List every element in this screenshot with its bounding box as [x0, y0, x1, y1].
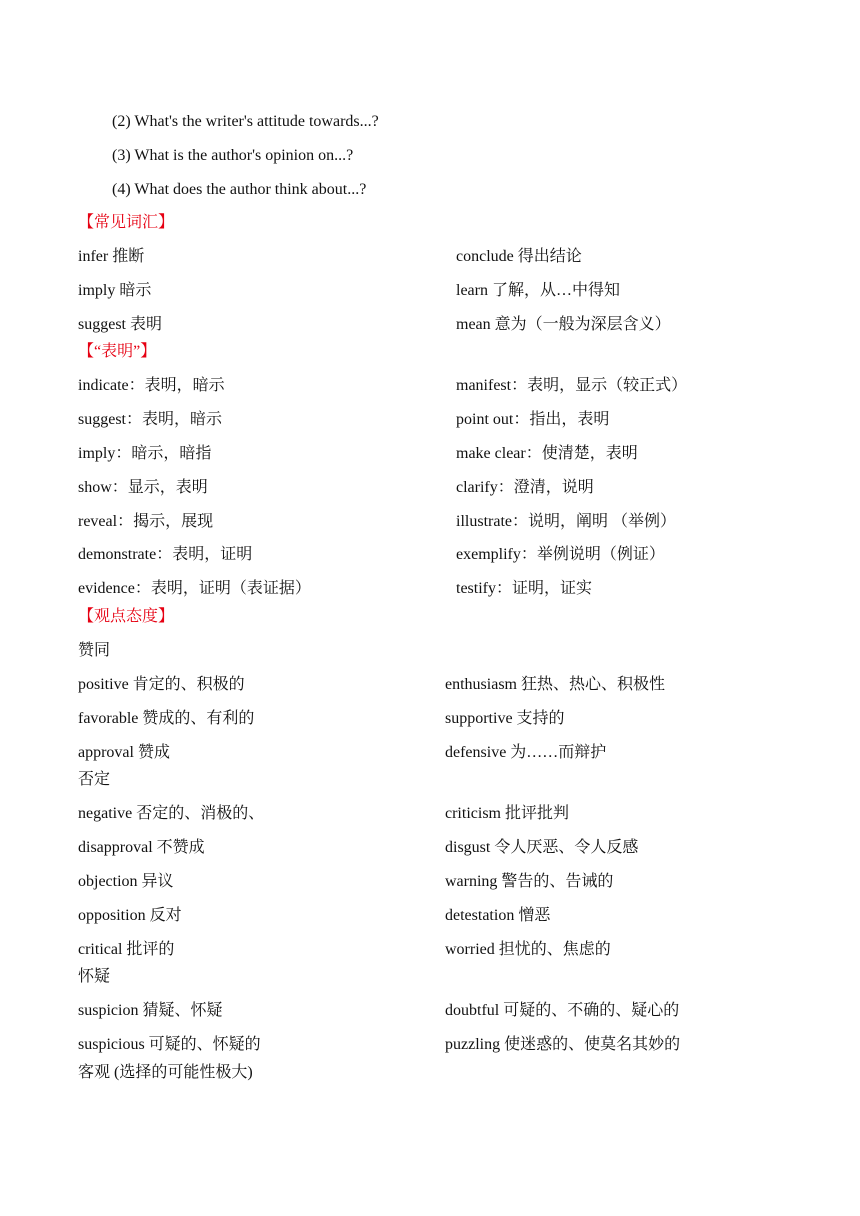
question-text: (4) What does the author think about...? — [112, 181, 367, 198]
vocab-left: suggest 表明 — [78, 316, 163, 333]
vocab-right: worried 担忧的、焦虑的 — [445, 941, 611, 958]
vocab-right: criticism 批评批判 — [445, 805, 569, 822]
vocab-row — [0, 739, 860, 767]
vocab-left: infer 推断 — [78, 248, 145, 265]
vocab-left: favorable 赞成的、有利的 — [78, 710, 255, 727]
vocab-right: supportive 支持的 — [445, 710, 565, 727]
question-text: (2) What's the writer's attitude towards...? — [112, 113, 379, 130]
subheading-line — [0, 963, 860, 991]
section-heading-attitude: 【观点态度】 — [78, 608, 175, 625]
vocab-right: manifest：表明，显示（较正式） — [456, 377, 688, 394]
vocab-row — [0, 372, 860, 400]
vocab-right: enthusiasm 狂热、热心、积极性 — [445, 676, 665, 693]
vocab-right: detestation 憎恶 — [445, 907, 551, 924]
vocab-right: defensive 为……而辩护 — [445, 744, 607, 761]
vocab-row — [0, 440, 860, 468]
vocab-row — [0, 277, 860, 305]
vocab-left: show：显示，表明 — [78, 479, 208, 496]
vocab-right: conclude 得出结论 — [456, 248, 582, 265]
vocab-row — [0, 902, 860, 930]
vocab-left: objection 异议 — [78, 873, 174, 890]
section-heading-indicate: 【“表明”】 — [78, 343, 157, 360]
vocab-right: puzzling 使迷惑的、使莫名其妙的 — [445, 1036, 681, 1053]
subheading-objective: 客观 (选择的可能性极大) — [78, 1064, 253, 1081]
section-heading-line — [0, 603, 860, 631]
subheading-disagree: 否定 — [78, 771, 111, 788]
vocab-right: warning 警告的、告诫的 — [445, 873, 614, 890]
vocab-left: suspicious 可疑的、怀疑的 — [78, 1036, 261, 1053]
vocab-right: clarify：澄清，说明 — [456, 479, 594, 496]
vocab-right: learn 了解，从…中得知 — [456, 282, 620, 299]
vocab-row — [0, 575, 860, 603]
vocab-left: evidence：表明，证明（表证据） — [78, 580, 311, 597]
vocab-left: imply 暗示 — [78, 282, 152, 299]
vocab-left: reveal：揭示，展现 — [78, 513, 214, 530]
question-line — [0, 108, 860, 136]
vocab-row — [0, 997, 860, 1025]
vocab-left: indicate：表明，暗示 — [78, 377, 225, 394]
subheading-doubt: 怀疑 — [78, 968, 111, 985]
vocab-right: testify：证明，证实 — [456, 580, 592, 597]
section-heading-common-words: 【常见词汇】 — [78, 214, 175, 231]
vocab-left: negative 否定的、消极的、 — [78, 805, 265, 822]
vocab-left: disapproval 不赞成 — [78, 839, 205, 856]
vocab-left: approval 赞成 — [78, 744, 170, 761]
vocab-row — [0, 834, 860, 862]
subheading-line — [0, 766, 860, 794]
vocab-row — [0, 705, 860, 733]
vocab-right: exemplify：举例说明（例证） — [456, 546, 665, 563]
vocab-right: mean 意为（一般为深层含义） — [456, 316, 671, 333]
vocab-left: suspicion 猜疑、怀疑 — [78, 1002, 223, 1019]
vocab-row — [0, 1031, 860, 1059]
subheading-line — [0, 637, 860, 665]
question-line — [0, 142, 860, 170]
vocab-row — [0, 311, 860, 339]
vocab-row — [0, 474, 860, 502]
question-text: (3) What is the author's opinion on...? — [112, 147, 354, 164]
section-heading-line — [0, 338, 860, 366]
vocab-row — [0, 800, 860, 828]
vocab-row — [0, 936, 860, 964]
vocab-right: illustrate：说明，阐明 （举例） — [456, 513, 676, 530]
vocab-left: positive 肯定的、积极的 — [78, 676, 245, 693]
vocab-left: suggest：表明，暗示 — [78, 411, 223, 428]
vocab-right: make clear：使清楚，表明 — [456, 445, 638, 462]
vocab-left: demonstrate：表明，证明 — [78, 546, 253, 563]
vocab-left: opposition 反对 — [78, 907, 182, 924]
vocab-row — [0, 243, 860, 271]
question-line — [0, 176, 860, 204]
vocab-right: point out：指出，表明 — [456, 411, 610, 428]
vocab-left: critical 批评的 — [78, 941, 175, 958]
vocab-left: imply：暗示，暗指 — [78, 445, 212, 462]
subheading-agree: 赞同 — [78, 642, 111, 659]
vocab-row — [0, 508, 860, 536]
vocab-row — [0, 541, 860, 569]
section-heading-line — [0, 209, 860, 237]
vocab-right: doubtful 可疑的、不确的、疑心的 — [445, 1002, 680, 1019]
vocab-row — [0, 671, 860, 699]
vocab-right: disgust 令人厌恶、令人反感 — [445, 839, 639, 856]
vocab-row — [0, 868, 860, 896]
vocab-row — [0, 406, 860, 434]
subheading-line — [0, 1059, 860, 1087]
